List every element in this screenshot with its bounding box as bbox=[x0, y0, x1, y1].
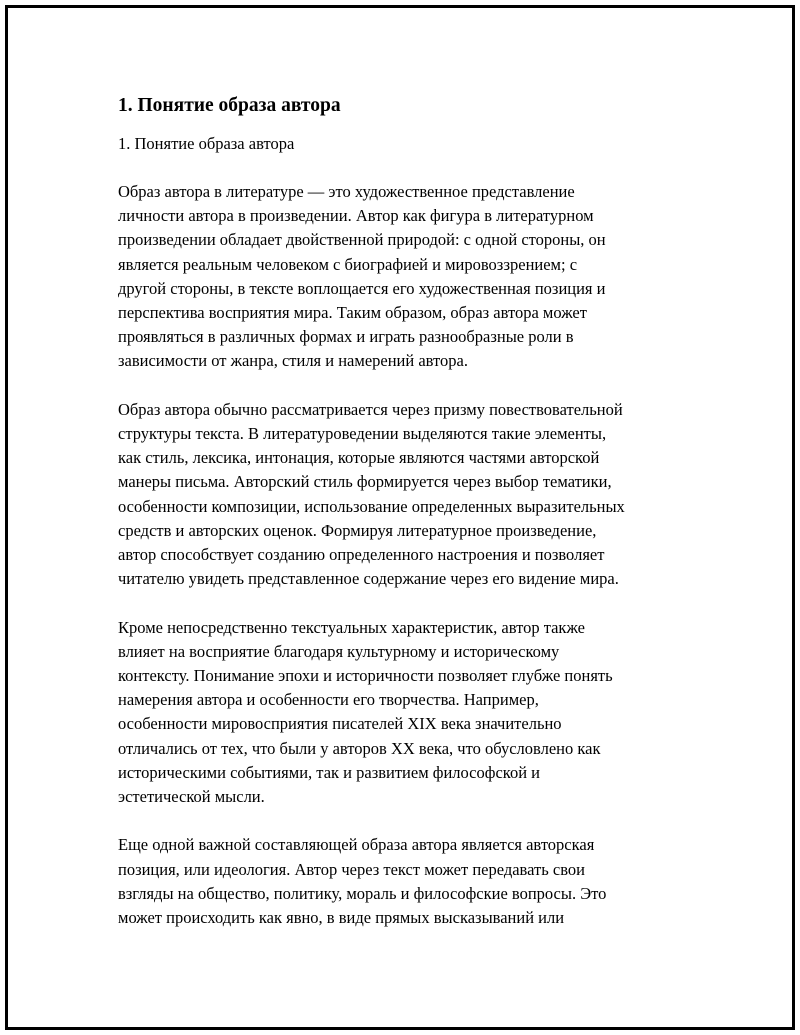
text-line: читателю увидеть представленное содержание через его видение мира. bbox=[118, 569, 619, 589]
text-line: автор способствует созданию определенного настроения и позволяет bbox=[118, 545, 605, 565]
text-line: историческими событиями, так и развитием философской и bbox=[118, 762, 540, 782]
text-line: Еще одной важной составляющей образа автора является авторская bbox=[118, 835, 595, 855]
text-line: влияет на восприятие благодаря культурному и историческому bbox=[118, 641, 560, 661]
text-line: перспектива восприятия мира. Таким образом, образ автора может bbox=[118, 303, 587, 323]
section-heading: 1. Понятие образа автора bbox=[118, 95, 341, 116]
text-line: взгляды на общество, политику, мораль и философские вопросы. Это bbox=[118, 883, 607, 903]
text-line: может происходить как явно, в виде прямых высказываний или bbox=[118, 908, 565, 928]
paragraph-4 bbox=[118, 833, 698, 930]
text-line: Кроме непосредственно текстуальных характеристик, автор также bbox=[118, 617, 585, 637]
text-line: Образ автора в литературе — это художественное представление bbox=[118, 182, 575, 201]
text-line: контексту. Понимание эпохи и историчности позволяет глубже понять bbox=[118, 666, 613, 686]
paragraph-2 bbox=[118, 398, 698, 592]
text-line: Образ автора обычно рассматривается через призму повествовательной bbox=[118, 399, 623, 419]
text-line: проявляться в различных формах и играть разнообразные роли в bbox=[118, 327, 574, 347]
text-line: средств и авторских оценок. Формируя литературное произведение, bbox=[118, 520, 597, 540]
document-body bbox=[118, 94, 698, 954]
text-line: манеры письма. Авторский стиль формируется через выбор тематики, bbox=[118, 472, 612, 492]
text-line: отличались от тех, что были у авторов XX века, что обусловлено как bbox=[118, 738, 601, 758]
paragraph-3 bbox=[118, 616, 698, 810]
text-line: позиция, или идеология. Автор через текст может передавать свои bbox=[118, 859, 585, 879]
text-line: зависимости от жанра, стиля и намерений автора. bbox=[118, 351, 468, 371]
text-line: произведении обладает двойственной природой: с одной стороны, он bbox=[118, 230, 606, 250]
text-line: эстетической мысли. bbox=[118, 787, 265, 807]
paragraph-1 bbox=[118, 180, 698, 374]
text-line: намерения автора и особенности его творчества. Например, bbox=[118, 690, 539, 710]
text-line: является реальным человеком с биографией и мировоззрением; с bbox=[118, 254, 578, 274]
text-line: другой стороны, в тексте воплощается его художественная позиция и bbox=[118, 278, 606, 298]
text-line: личности автора в произведении. Автор как фигура в литературном bbox=[118, 206, 594, 226]
text-line: структуры текста. В литературоведении выделяются такие элементы, bbox=[118, 424, 607, 444]
text-line: особенности композиции, использование определенных выразительных bbox=[118, 496, 625, 516]
section-subheading: 1. Понятие образа автора bbox=[118, 134, 295, 153]
text-line: особенности мировосприятия писателей XIX века значительно bbox=[118, 714, 562, 734]
text-line: как стиль, лексика, интонация, которые являются частями авторской bbox=[118, 448, 600, 468]
